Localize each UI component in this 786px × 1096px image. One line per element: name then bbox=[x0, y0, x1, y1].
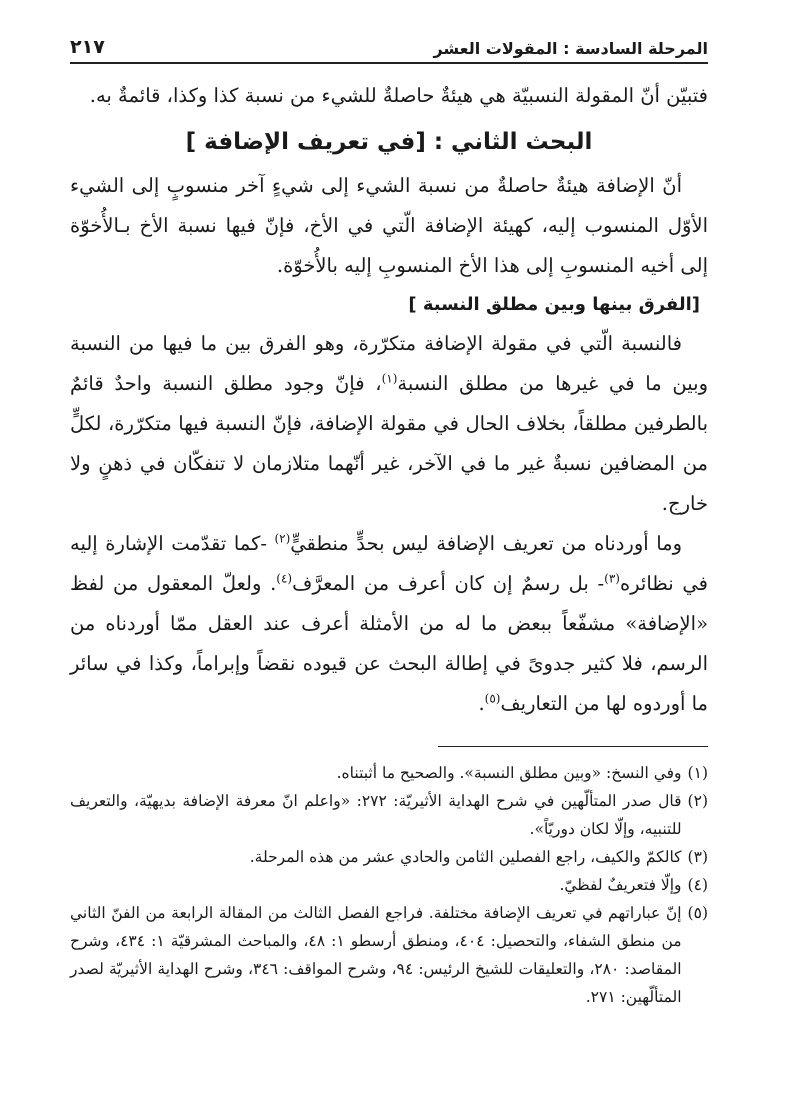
footnote-number: (٥) bbox=[687, 904, 708, 922]
footnote-marker: (٢) bbox=[274, 531, 291, 546]
footnote-text: إنّ عباراتهم في تعريف الإضافة مختلفة. فراجع الفصل الثالث من المقالة الرابعة من الفنّ الثاني من منطق الشفاء، والتحصيل: ٤٠٤، ومنطق أرسطو ١: ٤٨، والمباحث المشرقيّة ١: ٤٣٤، وشرح المقاصد: ٢٨٠، والتعليقات للشيخ الرئيس: ٩٤، وشرح المواقف: ٣٤٦، وشرح الهداية الأثيريّة لصدر المتألّهين: ٢٧١. bbox=[70, 904, 682, 1006]
difference-paragraph bbox=[70, 324, 708, 524]
footnote bbox=[70, 899, 708, 1011]
footnote bbox=[70, 843, 708, 871]
paragraph-text: -كما تقدّمت الإشارة إليه في نظائره bbox=[70, 532, 708, 595]
section-heading: البحث الثاني : [في تعريف الإضافة ] bbox=[185, 129, 593, 155]
footnote-marker: (١) bbox=[381, 371, 398, 386]
footnote-text: وإلّا فتعريفٌ لفظيّ. bbox=[559, 876, 682, 894]
footnote-number: (٣) bbox=[687, 848, 708, 866]
running-title: المرحلة السادسة : المقولات العشر bbox=[433, 39, 708, 58]
footnote bbox=[70, 759, 708, 787]
paragraph-text: وما أوردناه من تعريف الإضافة ليس بحدٍّ منطقيٍّ bbox=[290, 532, 682, 555]
footnote bbox=[70, 787, 708, 843]
page-body bbox=[70, 76, 708, 1011]
intro-paragraph: فتبيّن أنّ المقولة النسبيّة هي هيئةٌ حاصلةٌ للشيء من نسبة كذا وكذا، قائمةٌ به. bbox=[89, 84, 708, 107]
page-header bbox=[70, 28, 708, 64]
footnote bbox=[70, 871, 708, 899]
definition-paragraph: أنّ الإضافة هيئةٌ حاصلةٌ من نسبة الشيء إلى شيءٍ آخر منسوبٍ إلى الشيء الأوّل المنسوب إليه، كهيئة الإضافة الّتي في الأخ، فإنّ فيها نسبة الأخ بـالأُخوّة إلى أخيه المنسوبِ إلى هذا الأخ المنسوبِ إليه بالأُخوّة. bbox=[70, 174, 708, 277]
subsection-heading: [الفرق بينها وبين مطلق النسبة ] bbox=[408, 294, 700, 315]
footnote-marker: (٥) bbox=[484, 691, 501, 706]
paragraph-text: فالنسبة الّتي في مقولة الإضافة متكرّرة، وهو الفرق بين ما فيها من النسبة وبين ما في غيرها من مطلق النسبة bbox=[70, 332, 708, 395]
footnote-text: كالكمّ والكيف، راجع الفصلين الثامن والحادي عشر من هذه المرحلة. bbox=[249, 848, 682, 866]
footnote-marker: (٤) bbox=[276, 571, 293, 586]
paragraph-text: . ولعلّ المعقول من لفظ «الإضافة» مشفّعاً ببعض ما له من الأمثلة أعرف عند العقل ممّا أوردناه من الرسم، فلا كثير جدوىً في إطالة البحث عن قيوده نقضاً وإبراماً، وكذا في سائر ما أوردوه لها من التعاريف bbox=[70, 572, 708, 715]
definition-nature-paragraph bbox=[70, 524, 708, 724]
paragraph-text: ، فإنّ وجود مطلق النسبة واحدٌ قائمٌ بالطرفين مطلقاً، بخلاف الحال في مقولة الإضافة، فإنّ النسبة فيها متكرّرة، لكلٍّ من المضافين نسبةٌ غير ما في الآخر، غير أنّهما متلازمان لا تنفكّان في ذهنٍ ولا خارج. bbox=[70, 372, 708, 515]
paragraph-text: - بل رسمٌ إن كان أعرف من المعرَّف bbox=[292, 572, 605, 595]
page-number: ٢١٧ bbox=[70, 36, 105, 58]
footnote-number: (٢) bbox=[687, 792, 708, 810]
footnotes bbox=[70, 759, 708, 1011]
footnote-divider bbox=[438, 746, 708, 747]
paragraph-text: . bbox=[478, 692, 485, 715]
footnote-number: (٤) bbox=[687, 876, 708, 894]
footnote-marker: (٣) bbox=[604, 571, 620, 586]
footnote-text: قال صدر المتألّهين في شرح الهداية الأثيريّة: ٢٧٢: «واعلم انّ معرفة الإضافة بديهيّة، والتعريف للتنبيه، وإلّا لكان دوريّاً». bbox=[70, 792, 682, 838]
footnote-number: (١) bbox=[687, 764, 708, 782]
footnote-text: وفي النسخ: «وبين مطلق النسبة». والصحيح ما أثبتناه. bbox=[336, 764, 682, 782]
